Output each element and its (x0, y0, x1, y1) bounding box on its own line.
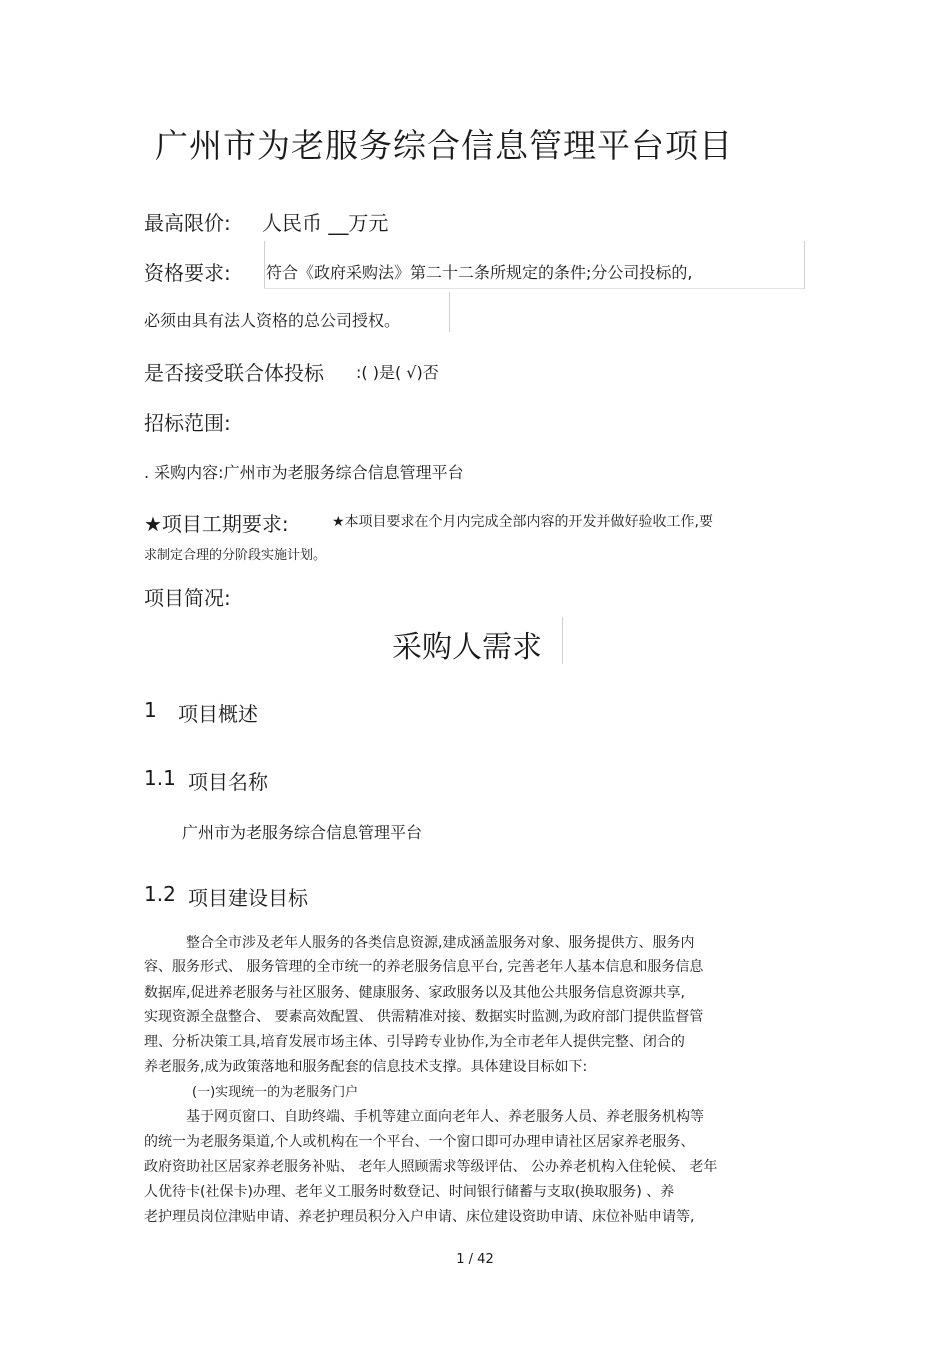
qualification-label: 资格要求: (144, 261, 231, 285)
document-title: 广州市为老服务综合信息管理平台项目 (155, 126, 733, 165)
paragraph-line: 整合全市涉及老年人服务的各类信息资源,建成涵盖服务对象、服务提供方、服务内 (186, 935, 695, 951)
qualification-text-1: 符合《政府采购法》第二十二条所规定的条件;分公司投标的, (266, 263, 693, 282)
table-border (264, 288, 804, 289)
heading-1-1-number: 1.1 (144, 766, 176, 790)
project-name: 广州市为老服务综合信息管理平台 (182, 823, 423, 842)
table-border (562, 617, 563, 664)
paragraph-line: 政府资助社区居家养老服务补贴、 老年人照顾需求等级评估、 公办养老机构入住轮候、 老年 (144, 1159, 718, 1175)
paragraph-line: 人优待卡(社保卡)办理、老年义工服务时数登记、时间银行储蓄与支取(换取服务) 、养 (144, 1184, 675, 1200)
table-border (449, 292, 450, 332)
schedule-text-2: 求制定合理的分阶段实施计划。 (144, 548, 327, 563)
paragraph-line: 的统一为老服务渠道,个人或机构在一个平台、一个窗口即可办理申请社区居家养老服务、 (144, 1134, 695, 1150)
paragraph-line: 数据库,促进养老服务与社区服务、健康服务、家政服务以及其他公共服务信息资源共享, (144, 985, 685, 1001)
paragraph-line: 养老服务,成为政策落地和服务配套的信息技术支撑。具体建设目标如下: (144, 1059, 588, 1075)
max-price-label: 最高限价: (144, 211, 231, 235)
consortium-label: 是否接受联合体投标 (144, 361, 324, 385)
heading-1-2-text: 项目建设目标 (188, 886, 308, 910)
heading-1-1-text: 项目名称 (188, 770, 268, 794)
overview-label: 项目简况: (144, 586, 231, 610)
consortium-options: :( )是( √)否 (356, 363, 439, 382)
heading-1-number: 1 (144, 698, 157, 722)
scope-label: 招标范围: (144, 411, 231, 435)
table-border (804, 241, 805, 289)
table-border (264, 241, 265, 289)
paragraph-line: 基于网页窗口、自助终端、手机等建立面向老年人、养老服务人员、养老服务机构等 (186, 1109, 704, 1125)
paragraph-line: 实现资源全盘整合、 要素高效配置、 供需精准对接、数据实时监测,为政府部门提供监督管 (144, 1009, 704, 1025)
paragraph-line: 老护理员岗位津贴申请、养老护理员积分入户申请、床位建设资助申请、床位补贴申请等, (144, 1209, 695, 1225)
section-title: 采购人需求 (392, 630, 542, 665)
subheading: (一)实现统一的为老服务门户 (192, 1085, 359, 1100)
procurement-content: . 采购内容:广州市为老服务综合信息管理平台 (144, 463, 464, 482)
heading-1-text: 项目概述 (178, 702, 258, 726)
paragraph-line: 理、分析决策工具,培育发展市场主体、引导跨专业协作,为全市老年人提供完整、闭合的 (144, 1034, 685, 1050)
max-price-value: 人民币 __万元 (262, 211, 389, 235)
heading-1-2-number: 1.2 (144, 882, 176, 906)
page-number: 1 / 42 (456, 1252, 494, 1267)
schedule-text-1: ★本项目要求在个月内完成全部内容的开发并做好验收工作,要 (332, 514, 713, 530)
schedule-label: ★项目工期要求: (144, 512, 289, 536)
paragraph-line: 容、服务形式、 服务管理的全市统一的养老服务信息平台, 完善老年人基本信息和服务信息 (144, 959, 704, 975)
qualification-text-2: 必须由具有法人资格的总公司授权。 (144, 311, 401, 330)
